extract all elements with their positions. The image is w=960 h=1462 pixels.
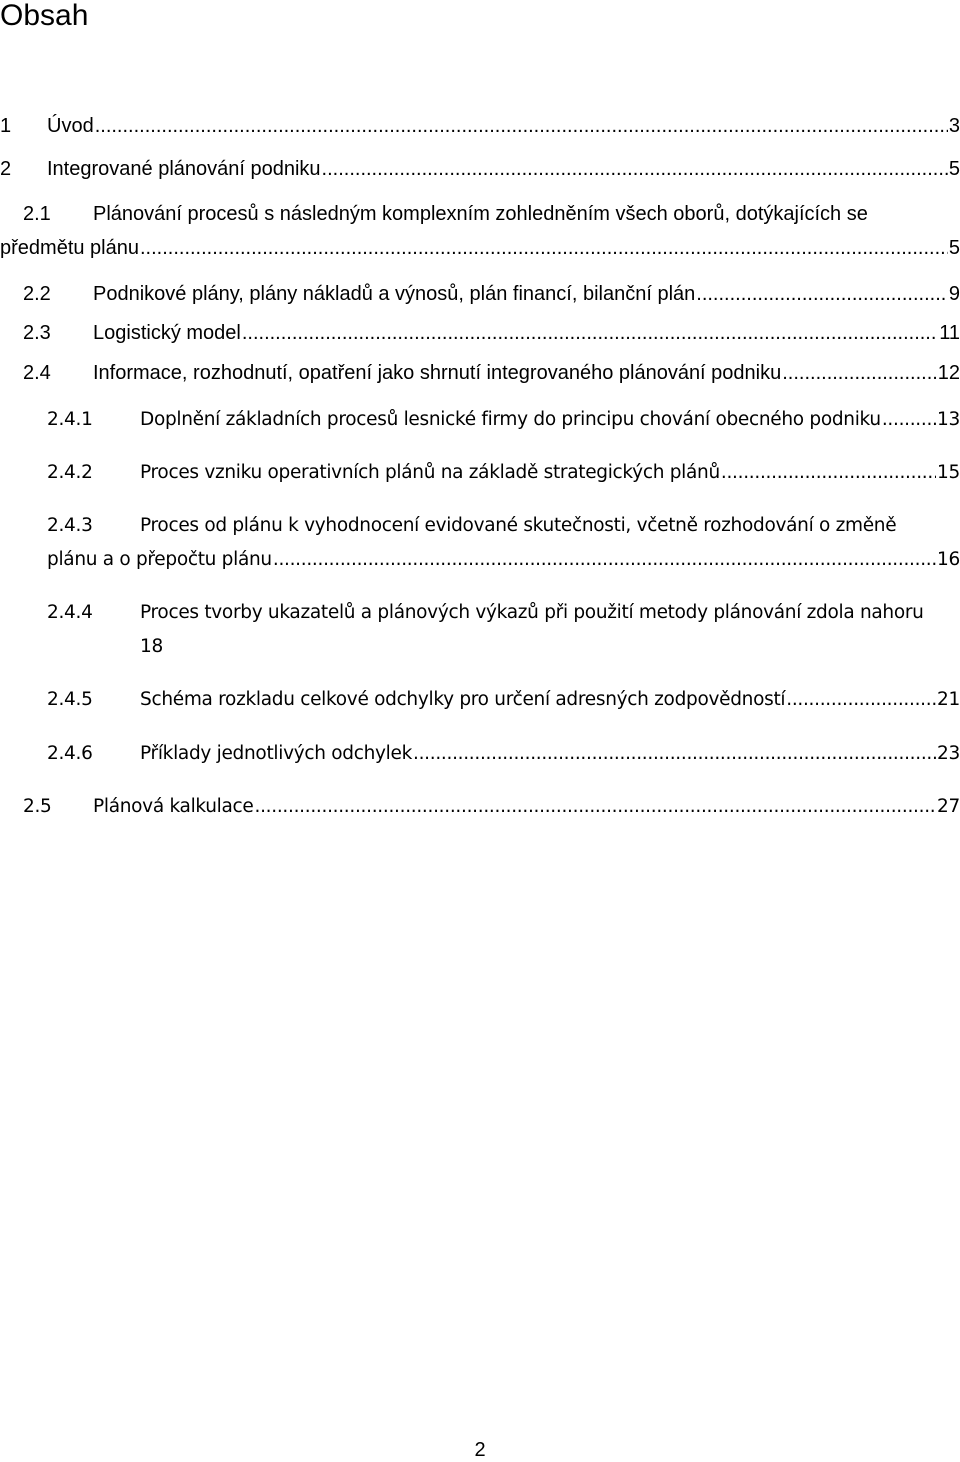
toc-entry-page: 5: [948, 237, 960, 259]
toc-entry-label: Schéma rozkladu celkové odchylky pro určení adresných zodpovědností: [140, 689, 786, 710]
dot-leader: [696, 282, 948, 306]
toc-entry-number: 2.2: [23, 283, 51, 305]
toc-entry-label: Plánování procesů s následným komplexním zohledněním všech oborů, dotýkajících se: [93, 203, 868, 225]
page-title: Obsah: [0, 0, 89, 32]
toc-entry-2-2[interactable]: [0, 282, 960, 306]
toc-entry-2-4-3[interactable]: [0, 514, 960, 574]
toc-entry-2-4-4[interactable]: [0, 601, 960, 661]
toc-entry-label: Plánová kalkulace: [93, 796, 254, 817]
toc-entry-2-4-2[interactable]: [0, 461, 960, 485]
dot-leader: [782, 361, 937, 385]
dot-leader: [882, 408, 936, 432]
toc-entry-page: 3: [948, 115, 960, 137]
toc-entry-2-4[interactable]: [0, 361, 960, 385]
dot-leader: [95, 114, 948, 138]
toc-entry-page: 5: [948, 158, 960, 180]
dot-leader: [140, 236, 948, 260]
toc-entry-2-5[interactable]: [0, 795, 960, 819]
toc-entry-2[interactable]: [0, 157, 960, 181]
toc-entry-2-3[interactable]: [0, 321, 960, 345]
toc-entry-page: 23: [937, 743, 960, 764]
toc-entry-label: Informace, rozhodnutí, opatření jako shrnutí integrovaného plánování podniku: [93, 362, 782, 384]
toc-entry-page: 27: [937, 796, 960, 817]
toc-entry-page: 13: [937, 409, 960, 430]
dot-leader: [786, 688, 936, 712]
toc-entry-label: Integrované plánování podniku: [47, 158, 321, 180]
toc-entry-1[interactable]: [0, 114, 960, 138]
toc-entry-page: 16: [937, 549, 960, 570]
toc-entry-number: 2.5: [23, 796, 52, 817]
toc-entry-number: 2.4.5: [47, 689, 93, 710]
dot-leader: [255, 795, 937, 819]
toc-entry-label: Logistický model: [93, 322, 241, 344]
toc-entry-label: Úvod: [47, 115, 94, 137]
footer-page-number: 2: [474, 1439, 486, 1461]
toc-entry-number: 2.4: [23, 362, 51, 384]
toc-entry-2-1[interactable]: [0, 202, 960, 272]
toc-entry-2-4-5[interactable]: [0, 688, 960, 712]
dot-leader: [721, 461, 936, 485]
toc-entry-2-4-6[interactable]: [0, 742, 960, 766]
toc-entry-number: 2.4.1: [47, 409, 93, 430]
dot-leader: [273, 548, 936, 572]
toc-entry-label: Proces tvorby ukazatelů a plánových výkazů při použití metody plánování zdola nahoru: [140, 602, 924, 623]
toc-entry-label: Proces od plánu k vyhodnocení evidované skutečnosti, včetně rozhodování o změně: [140, 515, 897, 536]
toc-entry-page: 18: [140, 636, 163, 657]
toc-entry-page: 12: [937, 362, 960, 384]
toc-entry-number: 2.4.3: [47, 515, 93, 536]
toc-entry-label: Proces vzniku operativních plánů na základě strategických plánů: [140, 462, 720, 483]
dot-leader: [413, 742, 936, 766]
toc-entry-2-4-1[interactable]: [0, 408, 960, 432]
toc-entry-label: Doplnění základních procesů lesnické firmy do principu chování obecného podniku: [140, 409, 881, 430]
dot-leader: [242, 321, 938, 345]
toc-entry-page: 9: [948, 283, 960, 305]
toc-entry-label: Podnikové plány, plány nákladů a výnosů, plán financí, bilanční plán: [93, 283, 696, 305]
toc-entry-page: 21: [937, 689, 960, 710]
toc-entry-number: 2.3: [23, 322, 51, 344]
toc-entry-label-continued: plánu a o přepočtu plánu: [47, 549, 272, 570]
toc-entry-number: 2.4.2: [47, 462, 93, 483]
dot-leader: [322, 157, 948, 181]
toc-entry-page: 11: [939, 322, 960, 344]
toc-entry-label: Příklady jednotlivých odchylek: [140, 743, 412, 764]
toc-entry-number: 1: [0, 115, 12, 137]
toc-entry-number: 2.1: [23, 203, 51, 225]
toc-entry-number: 2.4.4: [47, 602, 93, 623]
toc-entry-number: 2: [0, 158, 12, 180]
toc-entry-number: 2.4.6: [47, 743, 93, 764]
toc-entry-page: 15: [937, 462, 960, 483]
toc-entry-label-continued: předmětu plánu: [0, 237, 139, 259]
